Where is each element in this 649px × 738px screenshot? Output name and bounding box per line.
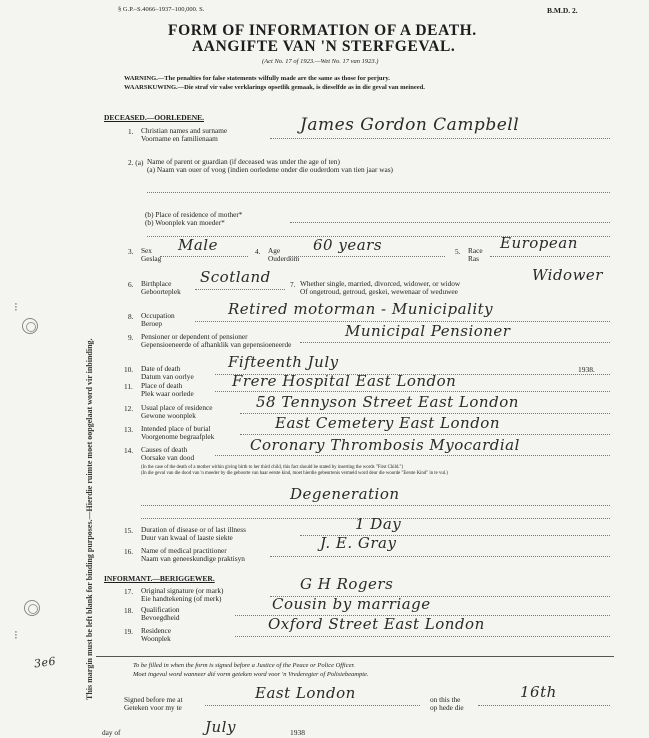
footer-note-afrikaans: Moet ingevul word wanneer dié vorm geteken word voor 'n Vrederegter of Polisiebeampte. [133, 671, 369, 678]
label-af: Ras [468, 254, 479, 263]
label-af: Plek waar oorlede [141, 389, 194, 398]
on-this-label [430, 696, 464, 712]
label-af: Gewone woonplek [141, 411, 196, 420]
field-number: 17. [124, 587, 134, 596]
field-number: 16. [124, 547, 134, 556]
marital-status-value: Widower [532, 266, 603, 284]
signed-month-value: July [205, 718, 236, 736]
field-number: 11. [124, 382, 133, 391]
date-of-death-value: Fifteenth July [228, 353, 339, 371]
field-1-line [270, 138, 610, 139]
label-en: Signed before me at [124, 695, 183, 704]
note-af: (In die geval van die dood van 'n moeder by die geboorte van haar eerste kind, moet hierdie gebeurtenis vermeld word deur die woorde "Eerste Kind" in te vul.) [141, 471, 448, 476]
label-en: Birthplace [141, 279, 172, 288]
label-en: Name of medical practitioner [141, 546, 227, 555]
field-number: 15. [124, 526, 134, 535]
punch-hole [22, 318, 38, 334]
label-af: Geslag [141, 254, 162, 263]
field-number: 18. [124, 606, 134, 615]
burial-place-value: East Cemetery East London [275, 414, 500, 432]
title-english: FORM OF INFORMATION OF A DEATH. [168, 22, 477, 39]
label-en: Causes of death [141, 445, 188, 454]
field-5-label [468, 247, 483, 263]
place-of-death-value: Frere Hospital East London [232, 372, 457, 390]
field-13-label [141, 425, 214, 441]
medical-practitioner-value: J. E. Gray [320, 534, 397, 552]
label-af: Beroep [141, 319, 163, 328]
footer-divider [96, 656, 614, 657]
field-6-line [195, 289, 285, 290]
field-3-label [141, 247, 161, 263]
margin-mark: ⁝ [14, 628, 18, 642]
qualification-value: Cousin by marriage [272, 595, 431, 613]
deceased-section-heading: DECEASED.—OORLEDENE. [104, 113, 205, 122]
field-number: 14. [124, 446, 134, 455]
label-en: Qualification [141, 605, 180, 614]
label-af: Eie handtekening (of merk) [141, 594, 222, 603]
field-number: 9. [128, 333, 134, 342]
label-en: Pensioner or dependent of pensioner [141, 332, 248, 341]
residence-value: 58 Tennyson Street East London [256, 393, 519, 411]
label-en: Christian names and surname [141, 126, 228, 135]
field-16-label [141, 547, 245, 563]
informant-signature-value: G H Rogers [300, 575, 394, 593]
label-af: Bevoegdheid [141, 613, 180, 622]
signed-day-value: 16th [520, 683, 557, 701]
field-2b-line [290, 222, 610, 223]
label-af: (a) Naam van ouer of voog (indien oorledene onder die ouderdom van tien jaar was) [147, 165, 393, 174]
field-11-label [141, 382, 194, 398]
label-af: Voorgenome begraafplek [141, 432, 215, 441]
field-number: 5. [455, 247, 461, 256]
label-en: (b) Place of residence of mother* [145, 210, 243, 219]
field-10-label [141, 365, 194, 381]
binding-margin-text: This margin must be left blank for binding purposes.—Hierdie ruimte moet oopgelaat word vir inbinding. [85, 338, 94, 700]
age-value: 60 years [313, 236, 383, 254]
label-en: Name of parent or guardian (if deceased was under the age of ten) [147, 157, 340, 166]
label-af: Oorsake van dood [141, 453, 195, 462]
label-en: Usual place of residence [141, 403, 213, 412]
label-af: op hede die [430, 703, 464, 712]
form-code: B.M.D. 2. [547, 6, 578, 15]
label-en: Original signature (or mark) [141, 586, 224, 595]
act-reference: (Act No. 17 of 1923.—Wet No. 17 van 1923.) [262, 58, 379, 65]
field-16-line [270, 556, 610, 557]
field-7-label [300, 280, 460, 296]
warning-english: WARNING.—The penalties for false statements wilfully made are the same as those for perjury. [124, 75, 390, 82]
field-4-label [268, 247, 299, 263]
day-of-label: day of [102, 728, 121, 737]
label-en: Race [468, 246, 483, 255]
occupation-value: Retired motorman - Municipality [228, 300, 494, 318]
label-en: on this the [430, 695, 461, 704]
field-3-line [160, 256, 248, 257]
footer-note-english: To be filled in when the form is signed before a Justice of the Peace or Police Officer. [133, 662, 355, 669]
label-en: Age [268, 246, 281, 255]
field-2b-label [145, 211, 242, 227]
field-4-line [290, 256, 445, 257]
informant-residence-value: Oxford Street East London [268, 615, 485, 633]
label-af: Geboorteplek [141, 287, 181, 296]
field-14-line [215, 455, 610, 456]
title-afrikaans: AANGIFTE VAN 'N STERFGEVAL. [192, 38, 456, 55]
label-af: Voorname en familienaam [141, 134, 218, 143]
field-14-label [141, 446, 194, 462]
field-number: 3. [128, 247, 134, 256]
label-en: Intended place of burial [141, 424, 211, 433]
informant-section-heading: INFORMANT.—BERIGGEWER. [104, 574, 215, 583]
field-9-label [141, 333, 291, 349]
field-number: 10. [124, 365, 134, 374]
label-af: Naam van geneeskundige praktisyn [141, 554, 245, 563]
field-17-label [141, 587, 223, 603]
field-2a-line [147, 192, 610, 193]
field-number: 13. [124, 425, 134, 434]
field-1-label [141, 127, 227, 143]
field-12-label [141, 404, 213, 420]
label-en: Whether single, married, divorced, widower, or widow [300, 279, 461, 288]
field-number: 12. [124, 404, 134, 413]
label-af: (b) Woonplek van moeder* [145, 218, 225, 227]
field-18-label [141, 606, 180, 622]
sex-value: Male [178, 236, 218, 254]
field-11-line [215, 391, 610, 392]
field-number: 19. [124, 627, 134, 636]
warning-afrikaans: WAARSKUWING.—Die straf vir valse verklarings opsetlik gemaak, is dieselfde as in die geval van meineed. [124, 84, 425, 91]
field-15-label [141, 526, 246, 542]
margin-note: 3e6 [33, 654, 57, 671]
field-9-line [300, 342, 610, 343]
field-number: 6. [128, 280, 134, 289]
label-af: Of ongetroud, getroud, geskei, wewenaar of weduwee [300, 287, 458, 296]
pensioner-value: Municipal Pensioner [345, 322, 511, 340]
race-value: European [500, 234, 578, 252]
punch-hole [24, 600, 40, 616]
field-number: 7. [290, 280, 296, 289]
field-number: 2. (a) [128, 158, 144, 167]
duration-value: 1 Day [355, 515, 402, 533]
deceased-name-value: James Gordon Campbell [300, 115, 520, 135]
field-number: 4. [255, 247, 261, 256]
death-year: 1938. [578, 365, 595, 374]
margin-mark: ⁝ [14, 300, 18, 314]
field-6-label [141, 280, 181, 296]
field-19-label [141, 627, 171, 643]
label-af: Ouderdom [268, 254, 300, 263]
signed-year-value: 1938 [290, 728, 305, 737]
cause-of-death-value: Coronary Thrombosis Myocardial [250, 436, 520, 454]
signed-place-value: East London [255, 684, 356, 702]
field-19-line [235, 636, 610, 637]
birthplace-value: Scotland [200, 268, 271, 286]
field-8-label [141, 312, 175, 328]
label-en: Date of death [141, 364, 181, 373]
label-af: Datum van oorlye [141, 372, 194, 381]
note-en: (In the case of the death of a mother within giving birth to her third child, this fact should be stated by inserting the words "First Child.") [141, 465, 404, 470]
cause-of-death-continued: Degeneration [290, 485, 400, 503]
field-14-note [141, 465, 448, 477]
label-en: Residence [141, 626, 171, 635]
print-code: § G.P.–S.4066–1937–100,000. S. [118, 6, 205, 13]
label-af: Woonplek [141, 634, 171, 643]
field-number: 1. [128, 127, 134, 136]
day-line [478, 705, 610, 706]
field-5-line [490, 256, 610, 257]
signed-before-label [124, 696, 183, 712]
label-en: Sex [141, 246, 152, 255]
label-af: Gepensioeneerde of afhanklik van gepensioeneerde [141, 340, 292, 349]
field-14-line-2 [141, 505, 610, 506]
label-en: Place of death [141, 381, 183, 390]
label-af: Duur van kwaal of laaste siekte [141, 533, 233, 542]
label-en: Occupation [141, 311, 175, 320]
field-number: 8. [128, 312, 134, 321]
field-2a-label [147, 158, 393, 174]
signed-place-line [205, 705, 420, 706]
field-13-line [240, 434, 610, 435]
label-en: Duration of disease or of last illness [141, 525, 246, 534]
label-af: Geteken voor my te [124, 703, 182, 712]
